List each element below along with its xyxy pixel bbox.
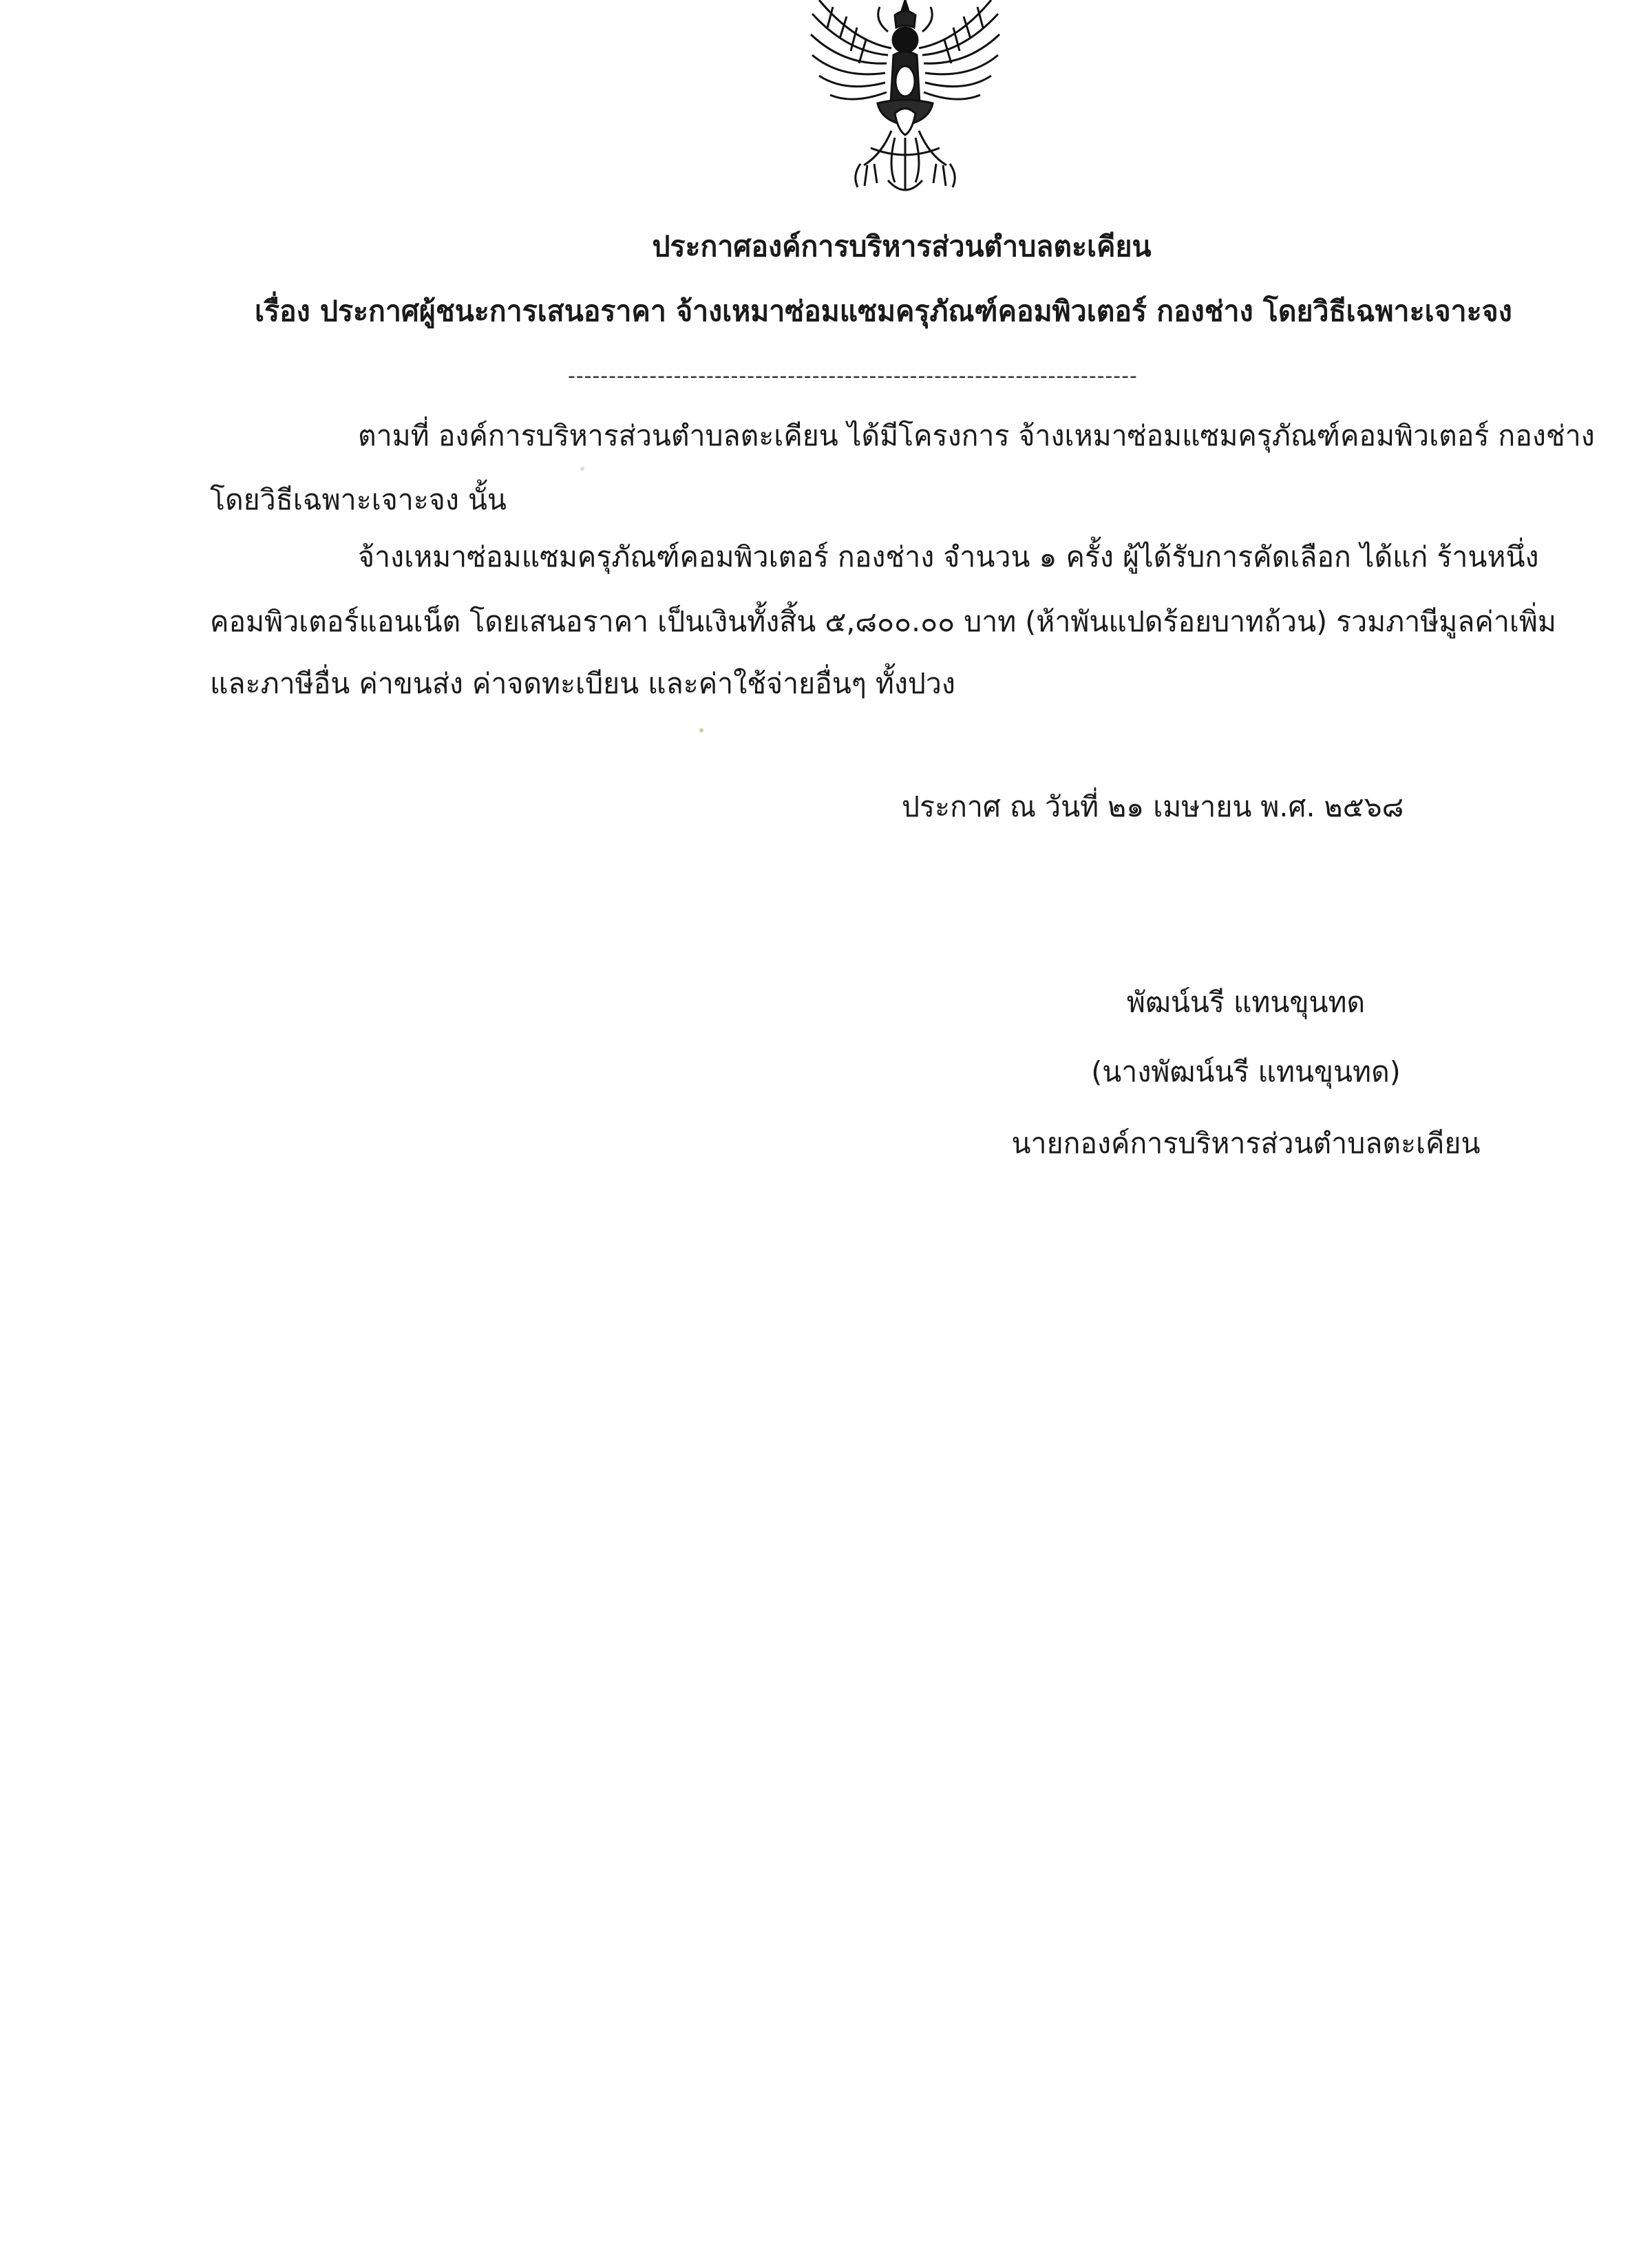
scan-speck: [580, 467, 584, 471]
scan-speck: [699, 728, 703, 732]
paragraph-2-line-2: คอมพิวเตอร์แอนเน็ต โดยเสนอราคา เป็นเงินทั้งสิ้น ๕,๘๐๐.๐๐ บาท (ห้าพันแปดร้อยบาทถ้วน) รวมภาษีมูลค่าเพิ่ม: [210, 605, 1556, 638]
paragraph-1-line-2: โดยวิธีเฉพาะเจาะจง นั้น: [210, 483, 507, 516]
announcement-title: ประกาศองค์การบริหารส่วนตำบลตะเคียน: [652, 230, 1152, 263]
announcement-subject: เรื่อง ประกาศผู้ชนะการเสนอราคา จ้างเหมาซ่อมแซมครุภัณฑ์คอมพิวเตอร์ กองช่าง โดยวิธีเฉพาะเจาะจง: [255, 295, 1512, 328]
garuda-emblem-icon: [792, 0, 1019, 207]
paragraph-1-line-1: ตามที่ องค์การบริหารส่วนตำบลตะเคียน ได้มีโครงการ จ้างเหมาซ่อมแซมครุภัณฑ์คอมพิวเตอร์ กองช่าง: [358, 419, 1595, 452]
paragraph-2-line-3: และภาษีอื่น ค่าขนส่ง ค่าจดทะเบียน และค่าใช้จ่ายอื่นๆ ทั้งปวง: [210, 667, 955, 700]
signature-name: พัฒน์นรี แทนขุนทด: [1126, 986, 1366, 1019]
paragraph-2-line-1: จ้างเหมาซ่อมแซมครุภัณฑ์คอมพิวเตอร์ กองช่าง จำนวน ๑ ครั้ง ผู้ได้รับการคัดเลือก ได้แก่ ร้านหนึ่ง: [358, 540, 1539, 573]
announcement-date: ประกาศ ณ วันที่ ๒๑ เมษายน พ.ศ. ๒๕๖๘: [902, 790, 1404, 823]
signatory-position: นายกองค์การบริหารส่วนตำบลตะเคียน: [1011, 1127, 1481, 1160]
signatory-full-name: (นางพัฒน์นรี แทนขุนทด): [1091, 1055, 1401, 1088]
divider-line: ----------------------------------------------------------------------: [568, 364, 1138, 388]
